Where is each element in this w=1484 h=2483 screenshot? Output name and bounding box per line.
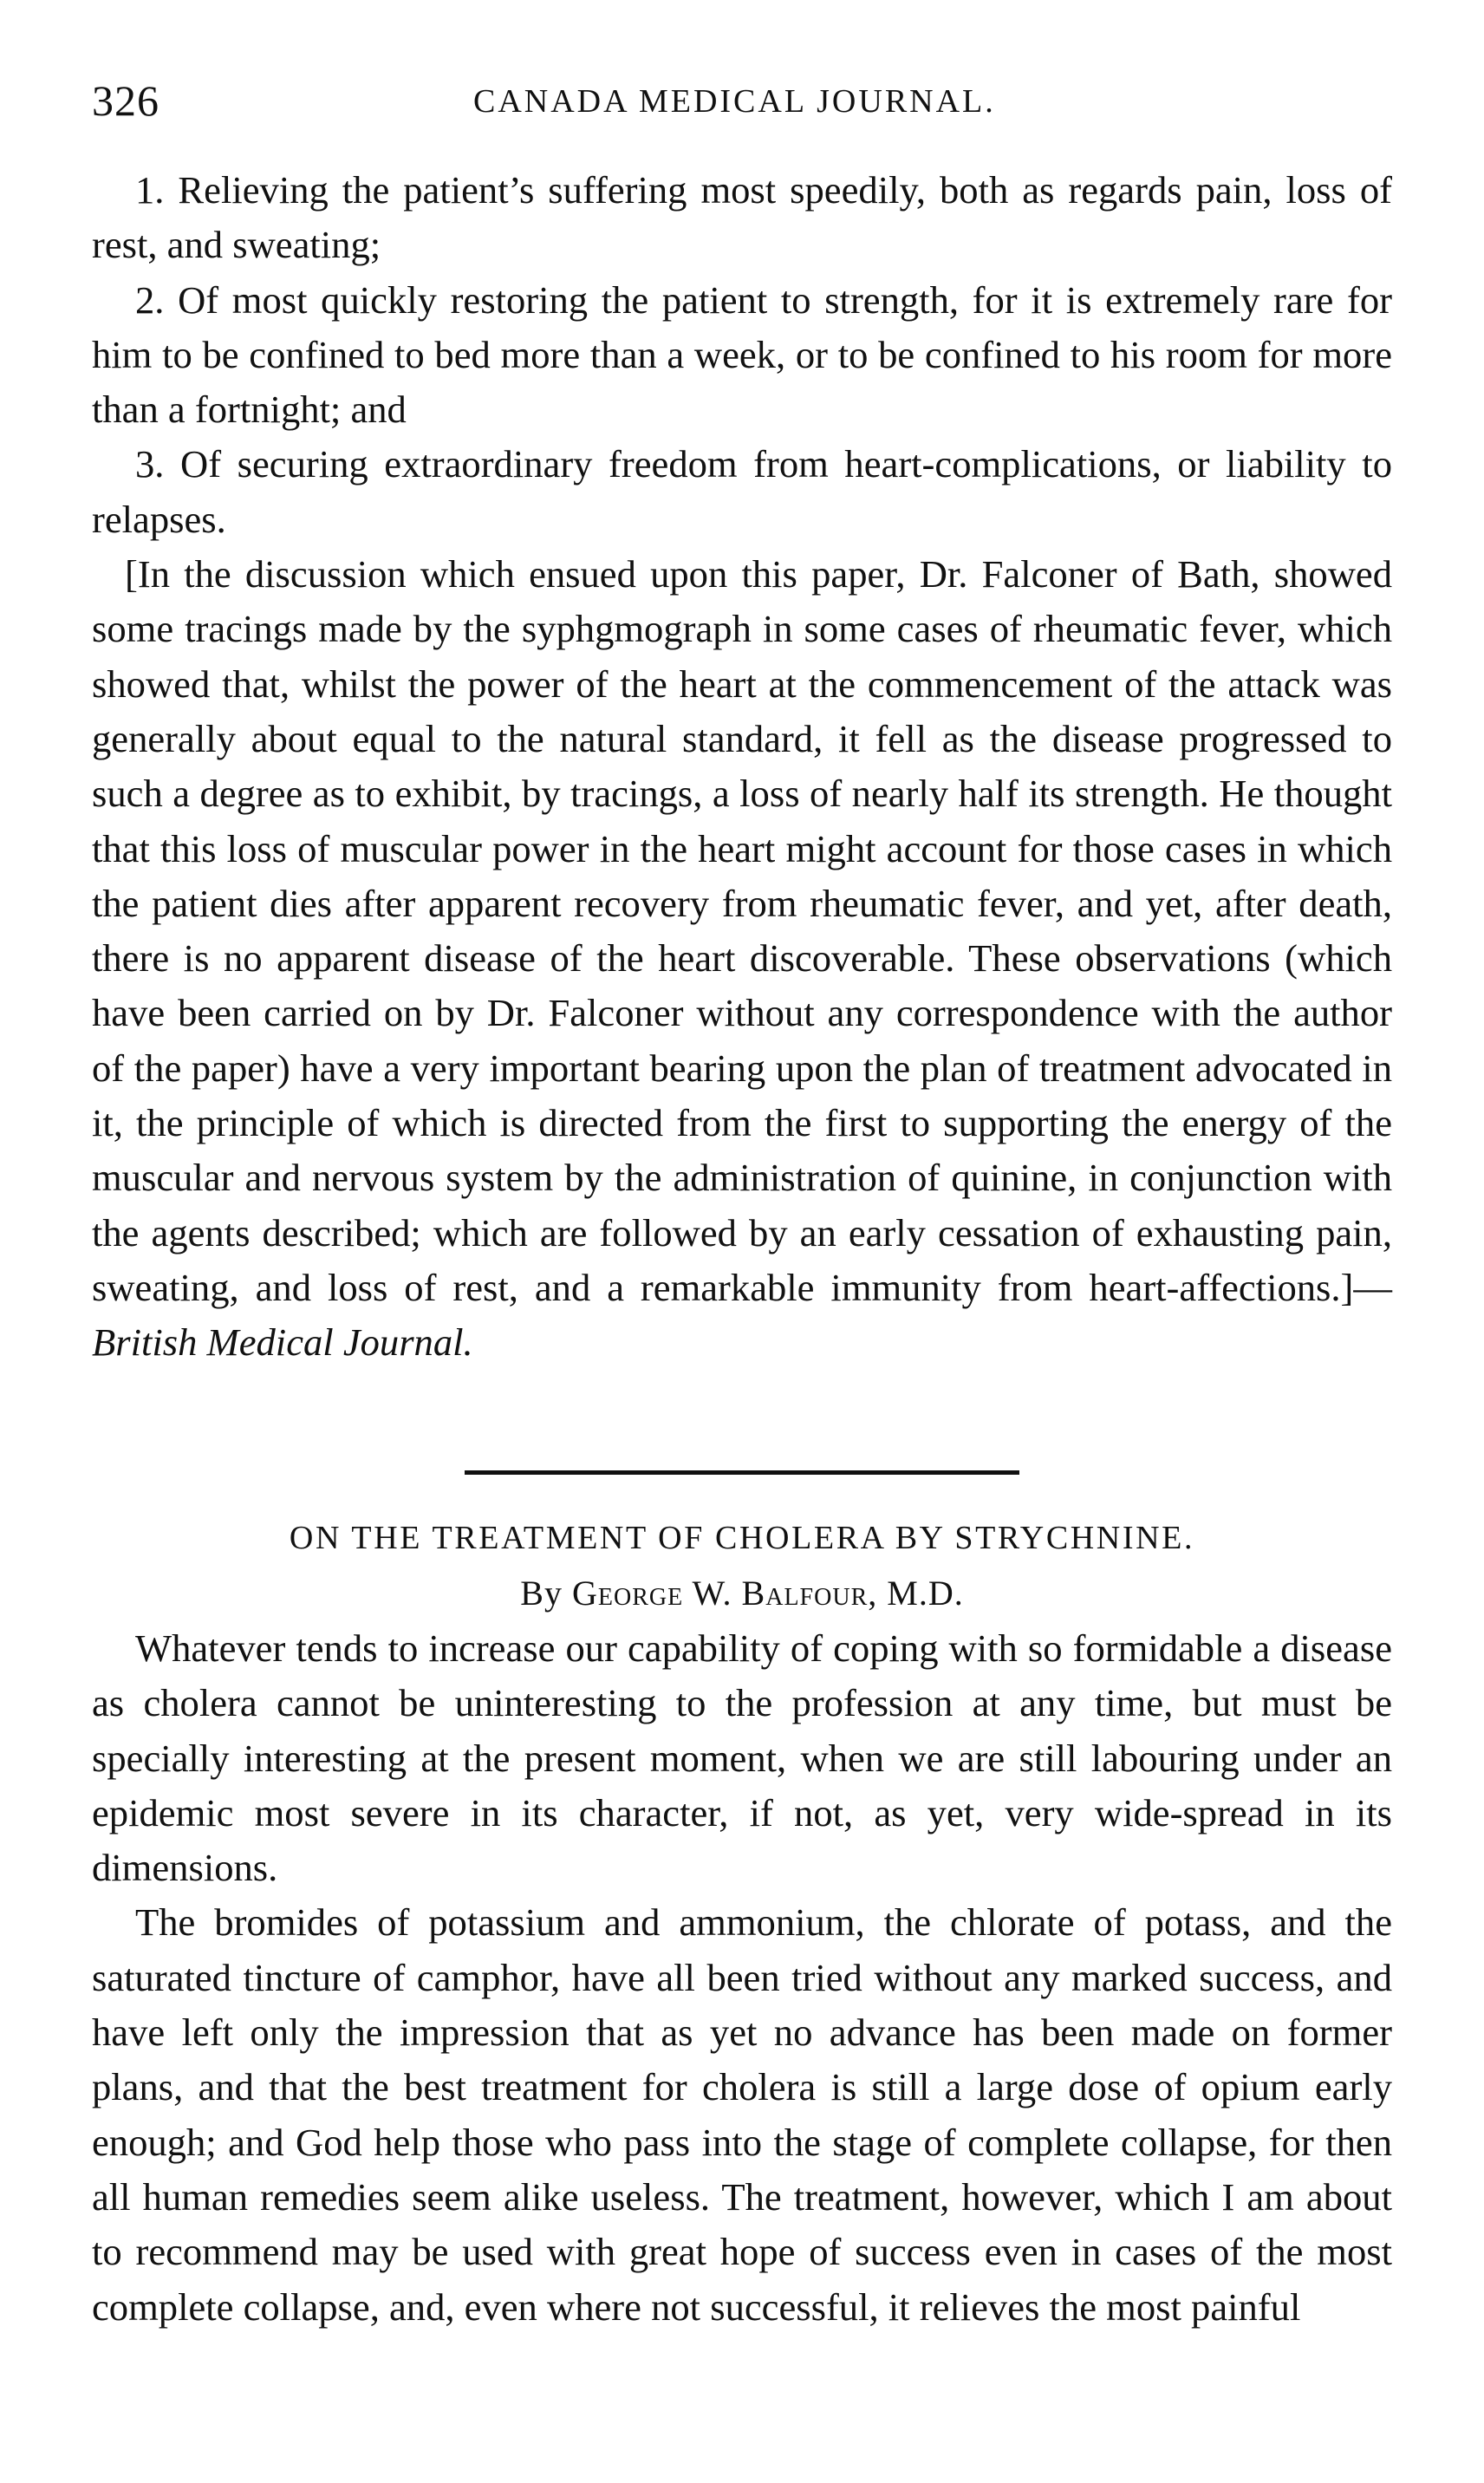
discussion-paragraph (92, 547, 1392, 1370)
byline-prefix: By (520, 1574, 563, 1613)
discussion-text: [In the discussion which ensued upon this paper, Dr. Falconer of Bath, showed some tracings made by the syphgmograph in some cases of rheumatic fever, which showed that, whilst the power of the heart at the commencement of the attack was generally about equal to the natural standard, it fell as the disease progressed to such a degree as to exhibit, by tracings, a loss of nearly half its strength. He thought that this loss of muscular power in the heart might account for those cases in which the patient dies after apparent recovery from rheumatic fever, and yet, after death, there is no apparent disease of the heart discoverable. These observations (which have been carried on by Dr. Falconer without any correspondence with the author of the paper) have a very important bearing upon the plan of treatment advocated in it, the principle of which is directed from the first to supporting the energy of the muscular and nervous system by the administration of quinine, in conjunction with the agents described; which are followed by an early cessation of exhausting pain, sweating, and loss of rest, and a remarkable immunity from heart-affections.]— (92, 552, 1392, 1309)
numbered-item-3: 3. Of securing extraordinary freedom from heart-complications, or liability to relapses. (92, 442, 1392, 541)
main-text (92, 163, 1392, 1371)
article-title: ON THE TREATMENT OF CHOLERA BY STRYCHNINE. (289, 1520, 1195, 1556)
article-paragraph-2: The bromides of potassium and ammonium, the chlorate of potass, and the saturated tincture of camphor, have all been tried without any marked success, and have left only the impression that as yet no advance has been made on former plans, and that the best treatment for cholera is still a large dose of opium early enough; and God help those who pass into the stage of complete collapse, for then all human remedies seem alike useless. The treatment, however, which I am about to recommend may be used with great hope of success even in cases of the most complete collapse, and, even where not successful, it relieves the most painful (92, 1900, 1392, 2329)
numbered-item-2: 2. Of most quickly restoring the patient to strength, for it is extremely rare for him to be confined to bed more than a week, or to be confined to his room for more than a fortnight; and (92, 277, 1392, 432)
page-header (92, 75, 1392, 135)
source-citation: British Medical Journal. (92, 1320, 473, 1365)
article-body (92, 1621, 1392, 2335)
byline (92, 1569, 1392, 1618)
numbered-item-1: 1. Relieving the patient’s suffering most speedily, both as regards pain, loss of rest, and sweating; (92, 168, 1392, 267)
section-divider (465, 1470, 1019, 1475)
page-number: 326 (92, 76, 159, 125)
article (92, 1514, 1392, 2335)
author-name: George W. Balfour, M.D. (571, 1574, 964, 1613)
running-head: CANADA MEDICAL JOURNAL. (473, 83, 996, 120)
article-paragraph-1: Whatever tends to increase our capability of coping with so formidable a disease as cholera cannot be uninteresting to the profession at any time, but must be specially interesting at the present moment, when we are still labouring under an epidemic most severe in its character, if not, as yet, very wide-spread in its dimensions. (92, 1626, 1392, 1890)
